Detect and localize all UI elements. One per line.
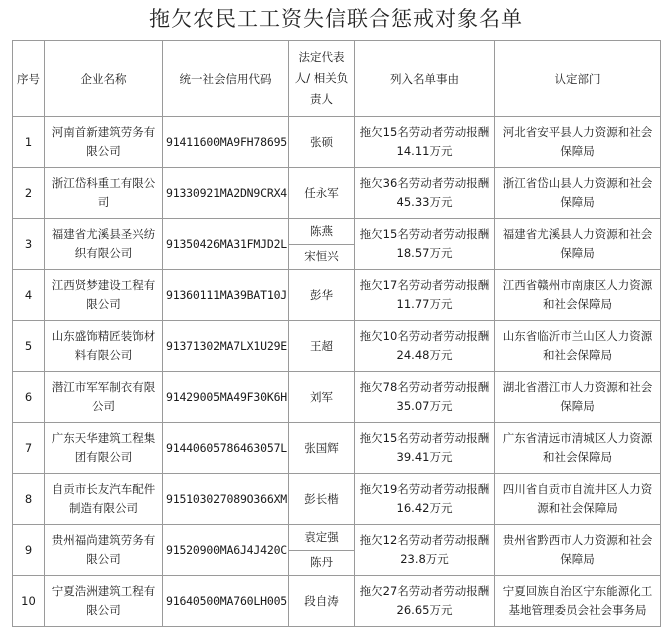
header-department: 认定部门 bbox=[495, 41, 661, 117]
row-reason bbox=[355, 168, 495, 219]
table-row bbox=[13, 219, 661, 245]
row-reason bbox=[355, 117, 495, 168]
row-company: 宁夏浩洲建筑工程有限公司 bbox=[45, 576, 163, 627]
table-row bbox=[13, 117, 661, 168]
reason-text: 拖欠12名劳动者劳动报酬 bbox=[359, 533, 490, 547]
row-rep: 彭华 bbox=[289, 270, 355, 321]
row-no: 6 bbox=[13, 372, 45, 423]
row-rep: 刘军 bbox=[289, 372, 355, 423]
row-department: 河北省安平县人力资源和社会保障局 bbox=[495, 117, 661, 168]
row-company: 山东盛饰精匠装饰材料有限公司 bbox=[45, 321, 163, 372]
row-no: 10 bbox=[13, 576, 45, 627]
row-no: 7 bbox=[13, 423, 45, 474]
row-credit-code: 91440605786463057L bbox=[163, 423, 289, 474]
row-department: 湖北省潜江市人力资源和社会保障局 bbox=[495, 372, 661, 423]
table-row bbox=[13, 423, 661, 474]
reason-amount: 24.48万元 bbox=[396, 348, 453, 362]
row-credit-code: 91360111MA39BAT10J bbox=[163, 270, 289, 321]
row-department: 四川省自贡市自流井区人力资源和社会保障局 bbox=[495, 474, 661, 525]
header-rep: 法定代表人/ 相关负责人 bbox=[289, 41, 355, 117]
row-company: 自贡市长友汽车配件制造有限公司 bbox=[45, 474, 163, 525]
reason-amount: 11.77万元 bbox=[396, 297, 453, 311]
row-rep: 段自涛 bbox=[289, 576, 355, 627]
row-company: 河南首新建筑劳务有限公司 bbox=[45, 117, 163, 168]
table-header-row bbox=[13, 41, 661, 117]
row-no: 2 bbox=[13, 168, 45, 219]
row-credit-code: 91371302MA7LX1U29E bbox=[163, 321, 289, 372]
row-rep: 王超 bbox=[289, 321, 355, 372]
header-no: 序号 bbox=[13, 41, 45, 117]
row-rep: 张硕 bbox=[289, 117, 355, 168]
row-department: 宁夏回族自治区宁东能源化工基地管理委员会社会事务局 bbox=[495, 576, 661, 627]
reason-text: 拖欠15名劳动者劳动报酬 bbox=[359, 227, 490, 241]
row-company: 福建省尤溪县圣兴纺织有限公司 bbox=[45, 219, 163, 270]
reason-text: 拖欠17名劳动者劳动报酬 bbox=[359, 278, 490, 292]
table-body bbox=[13, 117, 661, 627]
row-company: 江西贤梦建设工程有限公司 bbox=[45, 270, 163, 321]
row-credit-code: 91640500MA760LH005 bbox=[163, 576, 289, 627]
reason-amount: 45.33万元 bbox=[396, 195, 453, 209]
row-reason bbox=[355, 321, 495, 372]
row-company: 贵州福尚建筑劳务有限公司 bbox=[45, 525, 163, 576]
reason-amount: 18.57万元 bbox=[396, 246, 453, 260]
row-reason bbox=[355, 270, 495, 321]
reason-text: 拖欠10名劳动者劳动报酬 bbox=[359, 329, 490, 343]
row-company: 浙江岱科重工有限公司 bbox=[45, 168, 163, 219]
row-reason bbox=[355, 474, 495, 525]
reason-amount: 23.8万元 bbox=[400, 552, 449, 566]
header-company: 企业名称 bbox=[45, 41, 163, 117]
table-row bbox=[13, 321, 661, 372]
row-department: 福建省尤溪县人力资源和社会保障局 bbox=[495, 219, 661, 270]
reason-text: 拖欠15名劳动者劳动报酬 bbox=[359, 125, 490, 139]
reason-text: 拖欠15名劳动者劳动报酬 bbox=[359, 431, 490, 445]
reason-amount: 39.41万元 bbox=[396, 450, 453, 464]
table-row bbox=[13, 525, 661, 551]
row-credit-code: 91411600MA9FH78695 bbox=[163, 117, 289, 168]
row-credit-code: 915103027089O366XM bbox=[163, 474, 289, 525]
table-row bbox=[13, 168, 661, 219]
header-reason: 列入名单事由 bbox=[355, 41, 495, 117]
row-department: 江西省赣州市南康区人力资源和社会保障局 bbox=[495, 270, 661, 321]
row-reason bbox=[355, 525, 495, 576]
row-no: 3 bbox=[13, 219, 45, 270]
row-no: 8 bbox=[13, 474, 45, 525]
blacklist-table bbox=[12, 40, 661, 627]
row-rep: 陈燕 bbox=[289, 219, 355, 245]
row-rep: 彭长楷 bbox=[289, 474, 355, 525]
row-reason bbox=[355, 372, 495, 423]
row-rep: 陈丹 bbox=[289, 550, 355, 576]
row-no: 9 bbox=[13, 525, 45, 576]
row-credit-code: 91520900MA6J4J420C bbox=[163, 525, 289, 576]
row-reason bbox=[355, 576, 495, 627]
table-row bbox=[13, 474, 661, 525]
row-rep: 袁定强 bbox=[289, 525, 355, 551]
row-company: 潜江市军军制衣有限公司 bbox=[45, 372, 163, 423]
reason-amount: 35.07万元 bbox=[396, 399, 453, 413]
reason-text: 拖欠36名劳动者劳动报酬 bbox=[359, 176, 490, 190]
row-department: 广东省清远市清城区人力资源和社会保障局 bbox=[495, 423, 661, 474]
reason-amount: 26.65万元 bbox=[396, 603, 453, 617]
reason-text: 拖欠19名劳动者劳动报酬 bbox=[359, 482, 490, 496]
row-reason bbox=[355, 423, 495, 474]
row-rep: 任永军 bbox=[289, 168, 355, 219]
header-credit-code: 统一社会信用代码 bbox=[163, 41, 289, 117]
row-credit-code: 91350426MA31FMJD2L bbox=[163, 219, 289, 270]
page-title: 拖欠农民工工资失信联合惩戒对象名单 bbox=[149, 7, 523, 31]
row-credit-code: 91429005MA49F30K6H bbox=[163, 372, 289, 423]
row-no: 1 bbox=[13, 117, 45, 168]
table-row bbox=[13, 372, 661, 423]
table-row bbox=[13, 270, 661, 321]
row-rep: 宋恒兴 bbox=[289, 244, 355, 270]
row-department: 山东省临沂市兰山区人力资源和社会保障局 bbox=[495, 321, 661, 372]
row-rep: 张国辉 bbox=[289, 423, 355, 474]
table-row bbox=[13, 576, 661, 627]
reason-amount: 14.11万元 bbox=[396, 144, 453, 158]
row-no: 4 bbox=[13, 270, 45, 321]
reason-text: 拖欠27名劳动者劳动报酬 bbox=[359, 584, 490, 598]
row-reason bbox=[355, 219, 495, 270]
row-company: 广东天华建筑工程集团有限公司 bbox=[45, 423, 163, 474]
row-credit-code: 91330921MA2DN9CRX4 bbox=[163, 168, 289, 219]
row-department: 贵州省黔西市人力资源和社会保障局 bbox=[495, 525, 661, 576]
reason-amount: 16.42万元 bbox=[396, 501, 453, 515]
row-department: 浙江省岱山县人力资源和社会保障局 bbox=[495, 168, 661, 219]
row-no: 5 bbox=[13, 321, 45, 372]
reason-text: 拖欠78名劳动者劳动报酬 bbox=[359, 380, 490, 394]
